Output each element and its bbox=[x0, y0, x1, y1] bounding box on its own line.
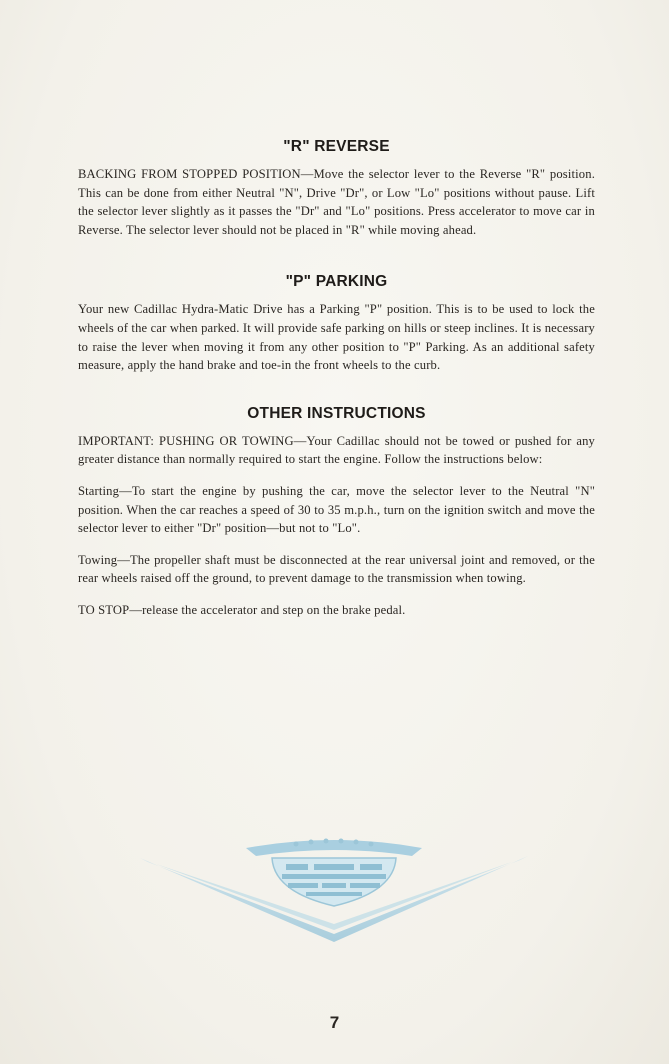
section-heading-other-instructions: OTHER INSTRUCTIONS bbox=[247, 404, 426, 422]
paragraph-towing: Towing—The propeller shaft must be disconnected at the rear universal joint and removed, or the rear wheels raised off the ground, to prevent damage to the transmission when towing. bbox=[78, 552, 595, 586]
paragraph-important: IMPORTANT: PUSHING OR TOWING—Your Cadillac should not be towed or pushed for any greater distance than normally required to start the engine. Follow the instructions below: bbox=[78, 433, 595, 467]
page-content bbox=[78, 138, 595, 620]
paragraph-starting: Starting—To start the engine by pushing the car, move the selector lever to the Neutral "N" position. When the car reaches a speed of 30 to 35 m.p.h., turn on the ignition switch and move the selector lever to either "Dr" position—but not to "Lo". bbox=[78, 483, 595, 536]
section-other-instructions bbox=[78, 405, 595, 620]
section-heading-parking: "P" PARKING bbox=[285, 273, 388, 291]
section-reverse bbox=[78, 138, 595, 239]
section-heading-reverse: "R" REVERSE bbox=[283, 138, 390, 155]
section-parking bbox=[78, 273, 595, 374]
cadillac-v-crest-icon bbox=[136, 834, 532, 954]
paragraph-backing: BACKING FROM STOPPED POSITION—Move the selector lever to the Reverse "R" position. This can be done from either Neutral "N", Drive "Dr", or Low "Lo" positions without pause. Lift the selector lever slightly as it passes the "Dr" and "Lo" positions. Press accelerator to move car in Reverse. The selector lever should not be placed in "R" while moving ahead. bbox=[78, 167, 595, 237]
page-number: 7 bbox=[329, 1013, 340, 1032]
paragraph-parking: Your new Cadillac Hydra-Matic Drive has a Parking "P" position. This is to be used to lock the wheels of the car when parked. It will provide safe parking on hills or steep inclines. It is necessary to raise the lever when moving it from any other position to "P" Parking. As an additional safety measure, apply the hand brake and toe-in the front wheels to the curb. bbox=[78, 302, 595, 373]
paragraph-to-stop: TO STOP—release the accelerator and step on the brake pedal. bbox=[78, 602, 406, 617]
